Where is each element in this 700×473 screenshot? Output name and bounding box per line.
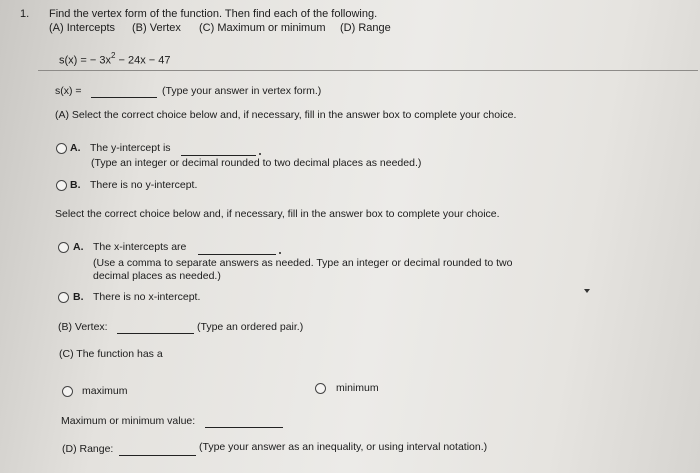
question-prompt: Find the vertex form of the function. Then find each of the following. — [49, 8, 378, 20]
x-intercept-choice-b-radio[interactable] — [58, 292, 69, 303]
vertex-form-hint: (Type your answer in vertex form.) — [162, 85, 322, 97]
section-divider — [38, 70, 698, 71]
x-intercepts-input[interactable] — [198, 254, 276, 255]
vertex-hint: (Type an ordered pair.) — [197, 321, 304, 333]
y-intercept-period — [259, 153, 261, 155]
vertex-label: (B) Vertex: — [58, 321, 108, 333]
y-intercept-hint: (Type an integer or decimal rounded to two decimal places as needed.) — [91, 157, 422, 169]
part-a-y-instruction: (A) Select the correct choice below and, if necessary, fill in the answer box to complete your choice. — [55, 109, 517, 121]
minimum-option-label: minimum — [336, 382, 379, 394]
y-intercept-choice-b-radio[interactable] — [56, 180, 67, 191]
y-intercept-input[interactable] — [181, 155, 256, 156]
y-intercept-choice-b-letter: B. — [70, 179, 81, 191]
x-intercept-choice-a-letter: A. — [73, 241, 84, 253]
part-b-label: (B) Vertex — [132, 22, 181, 34]
y-intercept-choice-a-text: The y-intercept is — [90, 142, 171, 154]
maximum-option-label: maximum — [82, 385, 128, 397]
vertex-input[interactable] — [117, 333, 194, 334]
maximum-radio[interactable] — [62, 386, 73, 397]
x-intercept-hint-line-2: decimal places as needed.) — [93, 270, 221, 282]
y-intercept-choice-a-radio[interactable] — [56, 143, 67, 154]
function-right: − 24x − 47 — [115, 54, 171, 67]
minimum-radio[interactable] — [315, 383, 326, 394]
range-input[interactable] — [119, 455, 196, 456]
x-intercept-choice-a-radio[interactable] — [58, 242, 69, 253]
x-intercept-choice-b-letter: B. — [73, 291, 84, 303]
question-number: 1. — [20, 8, 30, 20]
y-intercept-choice-b-text: There is no y-intercept. — [90, 179, 198, 191]
function-left: s(x) = − 3x — [59, 54, 111, 67]
x-intercept-choice-b-text: There is no x-intercept. — [93, 291, 201, 303]
function-expression — [59, 50, 170, 68]
part-d-label: (D) Range — [340, 22, 391, 34]
part-c-label: (C) Maximum or minimum — [199, 22, 326, 34]
vertex-form-label: s(x) = — [55, 85, 82, 97]
range-hint: (Type your answer as an inequality, or using interval notation.) — [199, 441, 488, 453]
function-exponent: 2 — [110, 51, 116, 60]
y-intercept-choice-a-letter: A. — [70, 142, 81, 154]
max-min-label: (C) The function has a — [59, 348, 163, 360]
part-a-x-instruction: Select the correct choice below and, if necessary, fill in the answer box to complete your choice. — [55, 208, 500, 220]
x-intercept-period — [279, 252, 281, 254]
vertex-form-input[interactable] — [91, 97, 157, 98]
max-min-value-label: Maximum or minimum value: — [61, 415, 196, 427]
range-label: (D) Range: — [62, 443, 114, 455]
cursor-mark-icon — [584, 289, 590, 295]
x-intercept-hint-line-1: (Use a comma to separate answers as needed. Type an integer or decimal rounded to two — [93, 257, 513, 269]
max-min-value-input[interactable] — [205, 427, 283, 428]
part-a-label: (A) Intercepts — [49, 22, 116, 34]
x-intercept-choice-a-text: The x-intercepts are — [93, 241, 187, 253]
